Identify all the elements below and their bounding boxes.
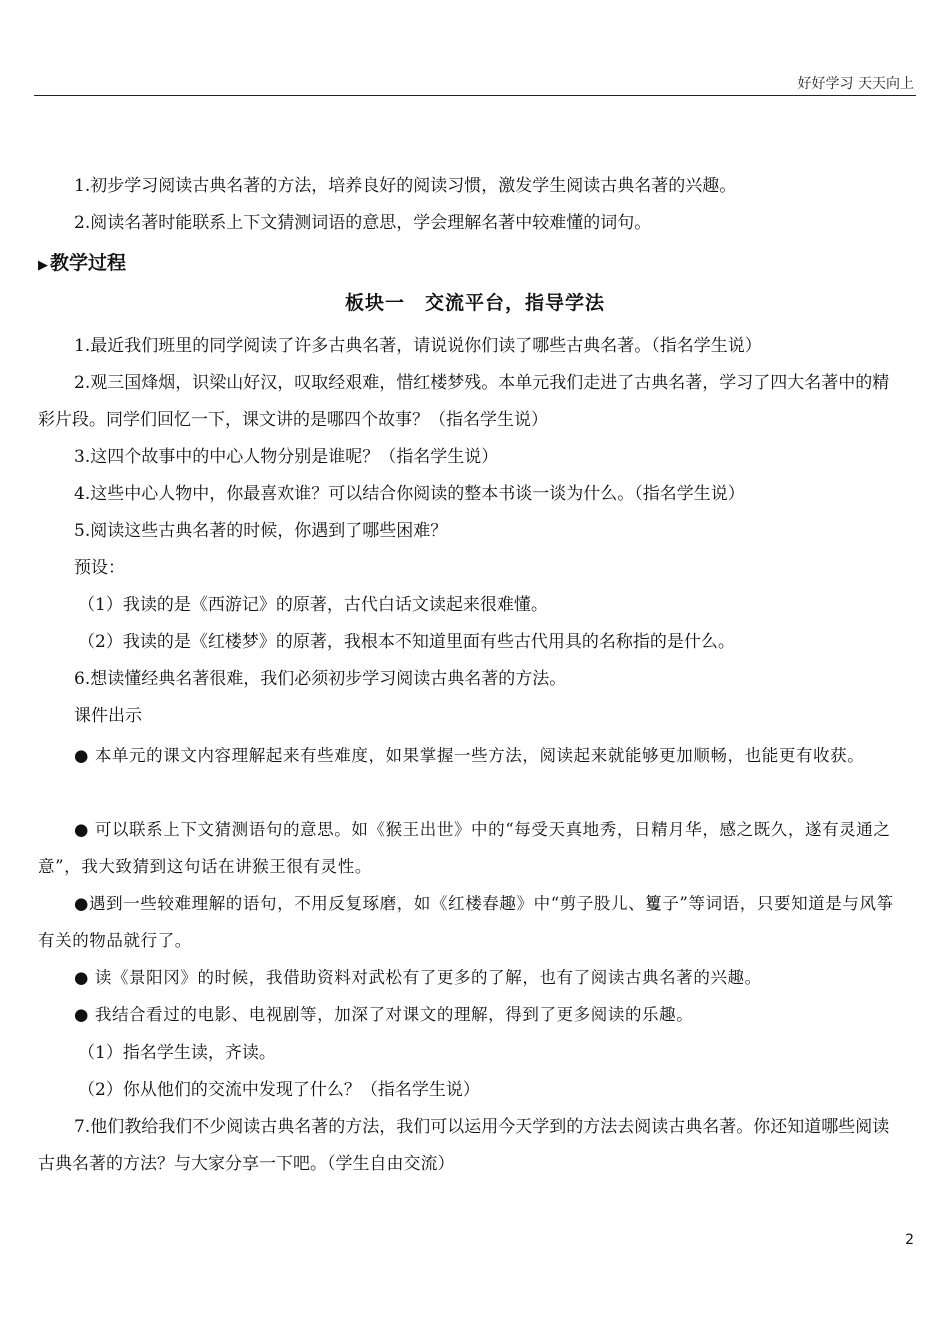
page-number: 2 xyxy=(905,1232,914,1248)
step-2: 2.观三国烽烟，识梁山好汉，叹取经艰难，惜红楼梦残。本单元我们走进了古典名著，学习了四大名著中的精彩片段。同学们回忆一下，课文讲的是哪四个故事？（指名学生说） xyxy=(38,373,890,430)
step-1: 1.最近我们班里的同学阅读了许多古典名著，请说说你们读了哪些古典名著。（指名学生说） xyxy=(74,336,762,356)
preset-1: （1）我读的是《西游记》的原著，古代白话文读起来很难懂。 xyxy=(78,595,548,615)
activity-2: （2）你从他们的交流中发现了什么？（指名学生说） xyxy=(78,1080,480,1100)
objective-1: 1.初步学习阅读古典名著的方法，培养良好的阅读习惯，激发学生阅读古典名著的兴趣。 xyxy=(74,176,737,196)
courseware-bullet: ●遇到一些较难理解的语句，不用反复琢磨，如《红楼春趣》中“剪子股儿、籰子”等词语，只要知道是与风筝有关的物品就行了。 xyxy=(38,894,894,950)
courseware-bullet: ● 我结合看过的电影、电视剧等，加深了对课文的理解，得到了更多阅读的乐趣。 xyxy=(74,1005,694,1024)
courseware-bullet: ● 读《景阳冈》的时候，我借助资料对武松有了更多的了解，也有了阅读古典名著的兴趣。 xyxy=(74,968,762,987)
header-slogan: 好好学习 天天向上 xyxy=(797,76,914,92)
section-heading xyxy=(38,248,126,275)
courseware-label: 课件出示 xyxy=(74,706,142,726)
step-6: 6.想读懂经典名著很难，我们必须初步学习阅读古典名著的方法。 xyxy=(74,669,567,689)
section-title: 教学过程 xyxy=(50,252,127,274)
objective-2: 2.阅读名著时能联系上下文猜测词语的意思，学会理解名著中较难懂的词句。 xyxy=(74,213,652,233)
step-3: 3.这四个故事中的中心人物分别是谁呢？（指名学生说） xyxy=(74,447,499,467)
step-4: 4.这些中心人物中，你最喜欢谁？可以结合你阅读的整本书谈一谈为什么。（指名学生说） xyxy=(74,484,745,504)
preset-2: （2）我读的是《红楼梦》的原著，我根本不知道里面有些古代用具的名称指的是什么。 xyxy=(78,632,735,652)
header-divider xyxy=(34,95,916,96)
step-7: 7.他们教给我们不少阅读古典名著的方法，我们可以运用今天学到的方法去阅读古典名著。你还知道哪些阅读古典名著的方法？与大家分享一下吧。（学生自由交流） xyxy=(38,1117,890,1174)
activity-1: （1）指名学生读，齐读。 xyxy=(78,1043,276,1063)
courseware-bullet: ● 本单元的课文内容理解起来有些难度，如果掌握一些方法，阅读起来就能够更加顺畅，也能更有收获。 xyxy=(74,746,865,765)
courseware-bullet: ● 可以联系上下文猜测语句的意思。如《猴王出世》中的“每受天真地秀，日精月华，感之既久，遂有灵通之意”，我大致猜到这句话在讲猴王很有灵性。 xyxy=(38,820,891,876)
step-5: 5.阅读这些古典名著的时候，你遇到了哪些困难？ xyxy=(74,521,448,541)
block-title: 板块一 交流平台，指导学法 xyxy=(344,292,605,314)
preset-label: 预设： xyxy=(74,558,125,578)
triangle-marker-icon: ▶ xyxy=(38,258,48,273)
